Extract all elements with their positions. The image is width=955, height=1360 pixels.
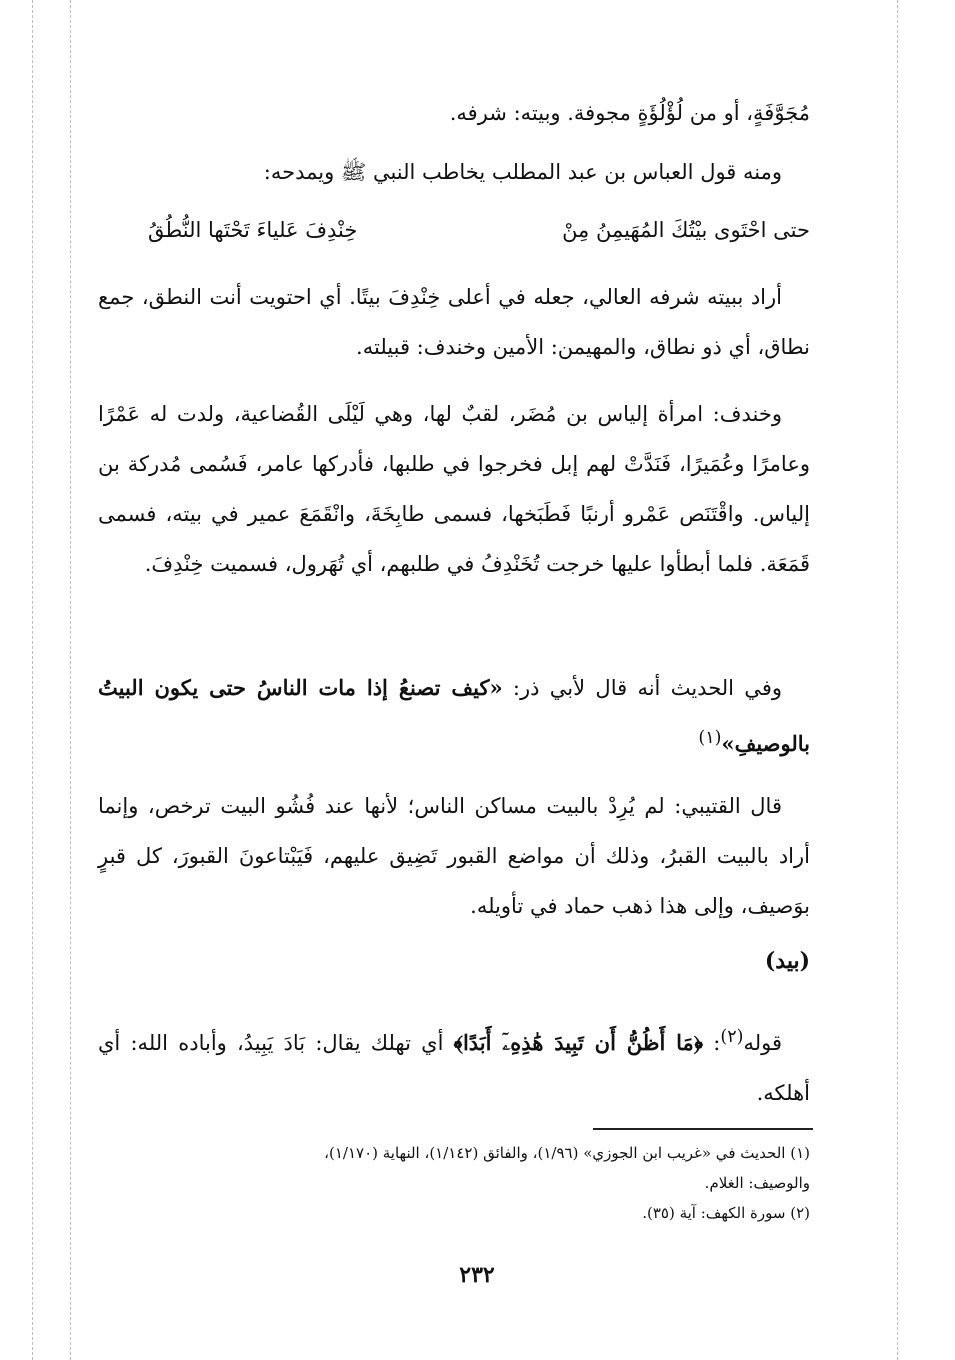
entry-paragraph: قوله$^{(٢)}$: ﴿مَا أَظُنُّ أَن تَبِيدَ هَٰذِهِۦٓ أَبَدًا﴾ أي تهلك يقال: بَادَ يَبِيدُ، وأباده الله: أي أهلكه. [98,1027,810,1105]
verse-hemistich-right: حتى احْتَوى بيْتُكَ المُهَيمِنُ مِنْ [562,218,810,242]
scan-margin-line-left [32,0,33,1360]
hadith-intro: وفي الحديث أنه قال لأبي ذر: [502,676,782,700]
paragraph-2: وخندف: امرأة إلياس بن مُضَر، لقبٌ لها، وهي لَيْلَى القُضاعية، ولدت له عَمْرًا وعامرًا وعُمَيرًا، فَنَدَّتْ لهم إبل فخرجوا في طلبها، فأدركها عامر، فَسُمى مُدركة بن إلياس. واقْتَنَص عَمْرو أرنبًا فَطَبَخها، فسمى طابِخَةَ، وانْقَمَعَ عمير في بيته، فسمى قَمَعَة. فلما أبطأوا عليها خرجت تُخَنْدِفُ في طلبهم، أي تُهَرول، فسميت خِنْدِفَ. [98,402,810,576]
footnote-2: (٢) سورة الكهف: آية (٣٥). [642,1204,810,1222]
footnote-1-line-1: (١) الحديث في «غريب ابن الجوزي» (١/٩٦)، والفائق (١/١٤٢)، النهاية (١/١٧٠)، [324,1144,810,1162]
page-number: ٢٣٢ [459,1262,495,1288]
scan-margin-line-right [897,0,898,1360]
opening-line: مُجَوَّفَةٍ، أو من لُؤْلُؤَةٍ مجوفة. وبيته: شرفه. [449,101,810,125]
intro-verse-line: ومنه قول العباس بن عبد المطلب يخاطب النبي ﷺ ويمدحه: [263,160,782,184]
poetry-verse [98,205,810,255]
paragraph-4: قال القتيبي: لم يُرِدْ بالبيت مساكن الناس؛ لأنها عند فُشُو البيت ترخص، وإنما أراد بالبيت القبرُ، وذلك أن مواضع القبور تَضِيق عليهم، فَيَبْتاعونَ القبورَ، كل قبرٍ بوَصيف، وإلى هذا ذهب حماد في تأويله. [98,794,810,918]
footnote-1-line-2: والوصيف: الغلام. [704,1174,810,1192]
text-line-1 [98,88,810,138]
footnotes [98,1138,810,1228]
quran-quote: ﴿مَا أَظُنُّ أَن تَبِيدَ هَٰذِهِۦٓ أَبَدًا﴾ [453,1030,704,1055]
paragraph-3 [98,663,810,769]
entry-explanation: أي تهلك يقال: بَادَ يَبِيدُ، وأباده الله: أي أهلكه. [98,1031,810,1105]
footnote-ref-1: (١) [698,728,722,748]
paragraph-1: أراد ببيته شرفه العالي، جعله في أعلى خِنْدِفَ بيتًا. أي احتويت أنت النطق، جمع نطاق، أي ذو نطاق، والمهيمن: الأمين وخندف: قبيلته. [98,285,810,359]
verse-hemistich-left: خِنْدِفَ عَلياءَ تَحْتَها النُّطُقُ [148,218,358,242]
section-heading: (بيد) [764,948,810,974]
hadith-quote: «كيف تصنعُ إذا مات الناسُ حتى يكون البيتُ بالوصيفِ» [98,675,810,756]
entry-intro: قوله [743,1031,782,1055]
footnote-ref-2: (٢) [720,1027,744,1047]
footnote-separator [593,1128,813,1130]
scan-margin-line-left-inner [70,0,71,1360]
text-line-2 [98,147,810,197]
